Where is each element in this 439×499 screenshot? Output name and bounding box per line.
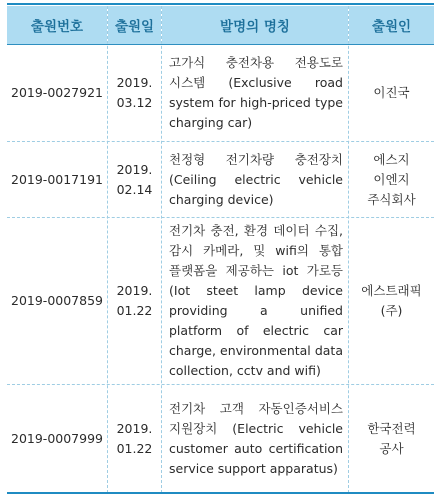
header-app-no: 출원번호	[7, 6, 107, 44]
cell-title: 천정형 전기차량 충전장치 (Ceiling electric vehicle charging device)	[169, 151, 343, 207]
header-app-date: 출원일	[108, 6, 161, 44]
table-bottom-rule	[7, 492, 434, 494]
column-divider	[161, 6, 162, 493]
cell-title: 고가식 충전차용 전용도로 시스템 (Exclusive road system for high-priced type charging car)	[169, 55, 343, 130]
header-title: 발명의 명칭	[162, 6, 348, 44]
header-applicant: 출원인	[349, 6, 434, 44]
cell-app-date: 2019. 01.22	[116, 283, 153, 318]
cell-title: 전기차 고객 자동인증서비스 지원장치 (Electric vehicle customer auto certification service support apparatus)	[169, 400, 343, 476]
cell-applicant: 이진국	[373, 85, 410, 100]
cell-title: 전기차 충전, 환경 데이터 수집, 감시 카메라, 및 wifi의 통합 플랫폼을 제공하는 iot 가로등 (Iot steet lamp device providing a unified platform of electric car charge, environmental data collection, cctv and wifi)	[169, 223, 343, 378]
table-top-rule	[7, 3, 434, 5]
cell-app-no: 2019-0007999	[11, 430, 103, 446]
cell-app-date: 2019. 02.14	[116, 161, 153, 197]
cell-applicant: 에스지 이엔지 주식회사	[367, 151, 416, 207]
cell-applicant: 한국전력 공사	[367, 420, 416, 456]
cell-app-no: 2019-0007859	[11, 293, 103, 308]
cell-app-date: 2019. 01.22	[116, 420, 153, 456]
cell-applicant: 에스트래픽 (주)	[361, 283, 422, 318]
cell-app-no: 2019-0017191	[11, 171, 103, 187]
cell-app-date: 2019. 03.12	[116, 75, 153, 110]
cell-app-no: 2019-0027921	[11, 85, 103, 100]
